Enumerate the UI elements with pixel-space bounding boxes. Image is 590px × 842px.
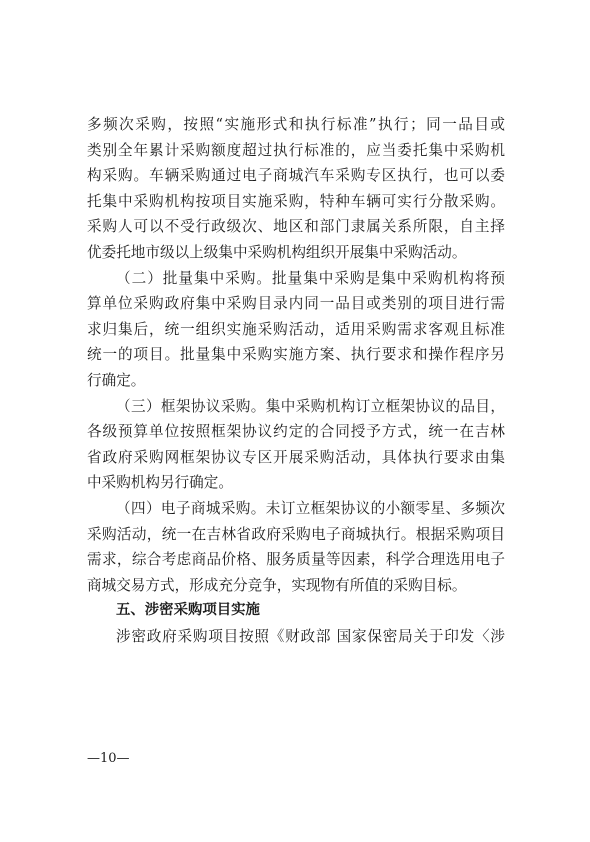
text-line: 构采购。车辆采购通过电子商城汽车采购专区执行，也可以委 [87,167,505,185]
text-line: 中采购机构另行确定。 [87,474,233,492]
text-line: 需求，综合考虑商品价格、服务质量等因素，科学合理选用电子 [87,551,505,569]
text-line: 商城交易方式，形成充分竞争，实现物有所值的采购目标。 [87,576,467,594]
text-line: 类别全年累计采购额度超过执行标准的，应当委托集中采购机 [87,141,505,159]
section-intro-framework-agreement: （三）框架协议采购。集中采购机构订立框架协议的品目， [116,397,505,415]
body-text [87,112,505,649]
text-line: 行确定。 [87,371,146,389]
text-line: 采购人可以不受行政级次、地区和部门隶属关系所限，自主择 [87,218,505,236]
section-intro-e-mall: （四）电子商城采购。未订立框架协议的小额零星、多频次 [116,499,505,517]
text-line: 统一的项目。批量集中采购实施方案、执行要求和操作程序另 [87,346,505,364]
page-number: —10— [87,751,130,766]
section-intro-batch-procurement: （二）批量集中采购。批量集中采购是集中采购机构将预 [116,269,505,287]
text-line: 涉密政府采购项目按照《财政部 国家保密局关于印发〈涉 [116,627,505,645]
text-line: 各级预算单位按照框架协议约定的合同授予方式，统一在吉林 [87,423,505,441]
text-line: 多频次采购，按照“实施形式和执行标准”执行；同一品目或 [87,116,505,133]
text-line: 求归集后，统一组织实施采购活动，适用采购需求客观且标准 [87,320,505,338]
text-line: 采购活动，统一在吉林省政府采购电子商城执行。根据采购项目 [87,525,505,543]
section-heading-classified-procurement: 五、涉密采购项目实施 [116,602,260,619]
text-line: 算单位采购政府集中采购目录内同一品目或类别的项目进行需 [87,295,505,313]
text-line: 托集中采购机构按项目实施采购，特种车辆可实行分散采购。 [87,192,505,210]
text-line: 省政府采购网框架协议专区开展采购活动，具体执行要求由集 [87,448,505,466]
text-line: 优委托地市级以上级集中采购机构组织开展集中采购活动。 [87,243,467,261]
